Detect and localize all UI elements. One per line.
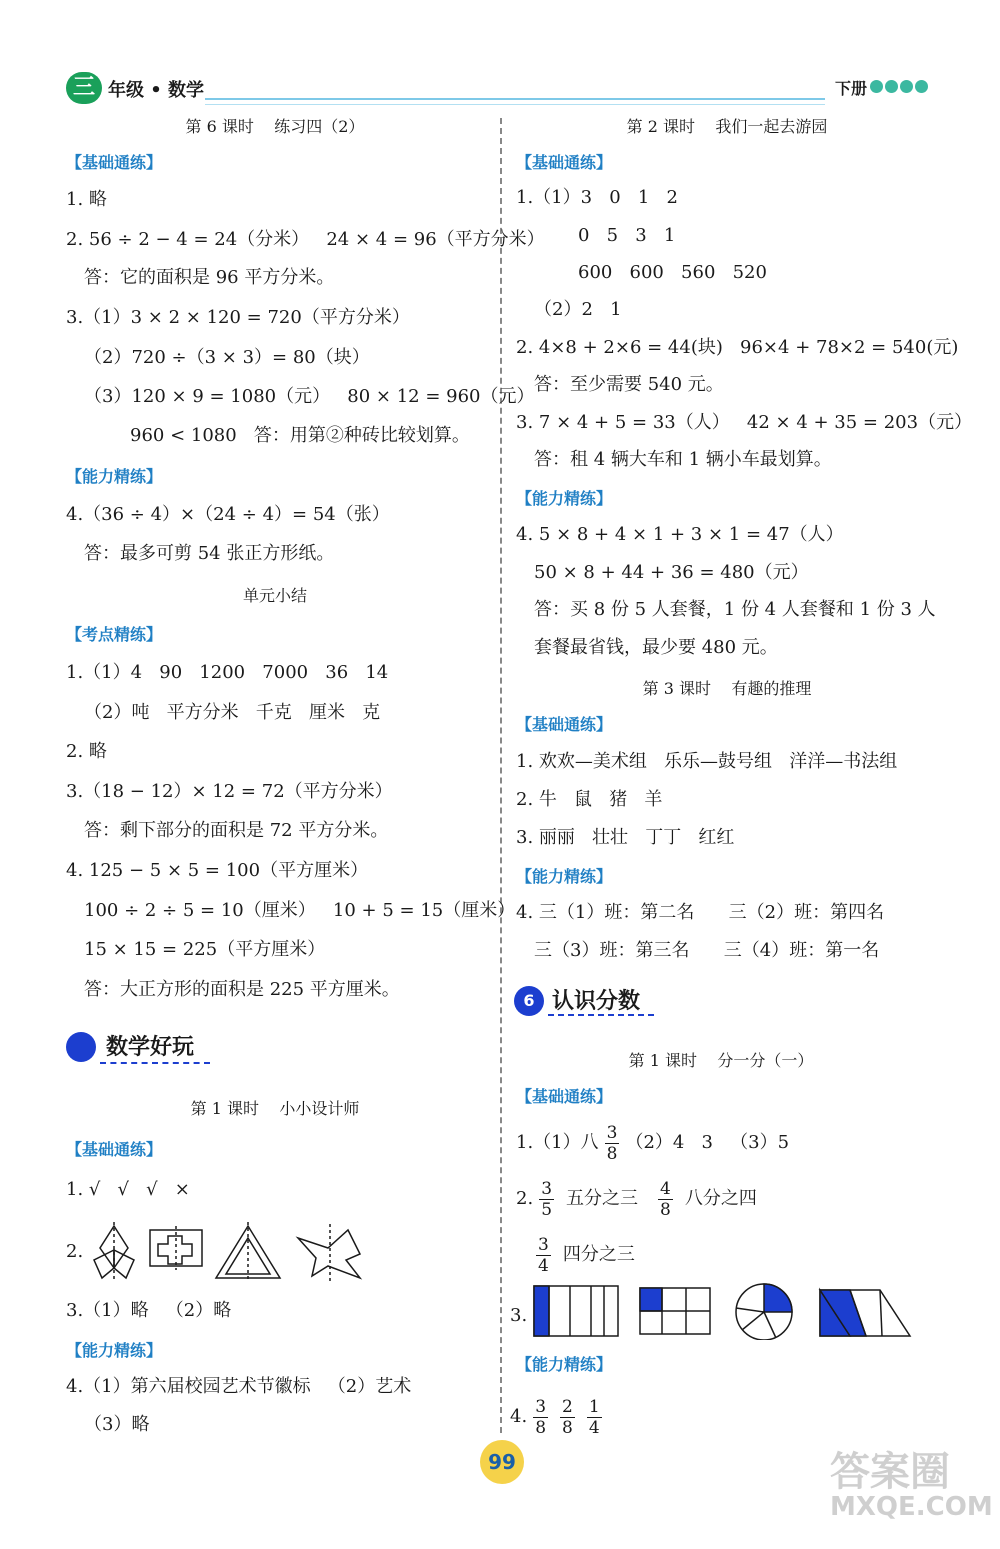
figure-triangle [216,1222,280,1282]
fraction-numerator: 3 [541,1178,553,1199]
answer-line: 4. 5 × 8 + 4 × 1 + 3 × 1 = 47（人） [516,524,844,545]
watermark-logo: 答案圈 [830,1449,950,1495]
answer-text: 4. [510,1406,528,1427]
header-divider [205,98,825,100]
header-dots-icon [870,78,930,97]
section-label: 【基础通练】 [516,153,613,172]
answer-line [530,1232,635,1278]
lesson-title: 第 1 课时 分一分（一） [628,1051,814,1070]
answer-line: 答：剩下部分的面积是 72 平方分米。 [84,820,389,841]
section-label: 【基础通练】 [66,1140,163,1159]
answer-line: 4.（1）第六届校园艺术节徽标 （2）艺术 [66,1376,412,1397]
answer-text: （2）4 3 （3）5 [625,1132,790,1153]
answer-line: 三（3）班：第三名 三（4）班：第一名 [534,940,880,961]
symmetry-figures [84,1220,384,1284]
answer-line: 2. 略 [66,741,107,762]
answer-line: 2. [66,1241,84,1262]
answer-text: 八分之四 [684,1188,757,1209]
answer-text: 1.（1）八 [516,1132,599,1153]
fraction-numerator: 2 [562,1396,573,1417]
answer-line: 1. 略 [66,189,107,210]
section-label: 【基础通练】 [516,1087,613,1106]
lesson-title: 单元小结 [242,586,307,605]
answer-line: （2）720 ÷（3 × 3）= 80（块） [84,347,370,368]
answer-line [516,1176,757,1222]
volume-label: 下册 [835,79,868,98]
answer-line: （3）略 [84,1414,150,1435]
fraction-shapes [530,1282,920,1340]
answer-line: 答：租 4 辆大车和 1 辆小车最划算。 [534,449,832,470]
fraction [536,1235,551,1276]
fraction [560,1397,575,1438]
answer-line: 答：至少需要 540 元。 [534,374,724,395]
lesson-title: 第 1 课时 小小设计师 [190,1099,360,1118]
answer-text: 四分之三 [562,1244,635,1265]
shape-strip [534,1286,618,1336]
fraction [587,1397,602,1438]
unit-title: 数学好玩 [106,1035,195,1060]
answer-line: 15 × 15 = 225（平方厘米） [84,939,326,960]
lesson-title: 第 6 课时 练习四（2） [185,117,365,136]
lesson-title: 第 2 课时 我们一起去游园 [626,117,828,136]
unit-underline [100,1062,210,1064]
unit-underline [548,1014,654,1016]
header-title: 年级 • 数学 [108,80,205,101]
section-label: 【能力精练】 [516,489,613,508]
fraction-denominator: 4 [588,1417,600,1438]
answer-line: 答：买 8 份 5 人套餐，1 份 4 人套餐和 1 份 3 人 [534,599,936,620]
page-number: 99 [480,1440,524,1484]
answer-line: 1. 欢欢—美术组 乐乐—鼓号组 洋洋—书法组 [516,751,898,772]
answer-line: 3.（18 − 12）× 12 = 72（平方分米） [66,781,393,802]
fraction-denominator: 8 [562,1417,573,1438]
shape-grid [640,1288,710,1334]
grade-badge: 三 [66,72,102,104]
header-divider-thin [205,104,825,105]
shape-circle [736,1284,792,1340]
fraction-denominator: 8 [660,1199,671,1220]
fraction-numerator: 4 [660,1178,671,1199]
fraction-numerator: 3 [606,1122,618,1143]
fraction-denominator: 8 [535,1417,547,1438]
answer-text: 2. [516,1188,534,1209]
unit-marker-icon [66,1032,96,1062]
unit-number-badge: 6 [514,986,544,1016]
answer-line: 1.（1）4 90 1200 7000 36 14 [66,662,389,683]
section-label: 【能力精练】 [516,867,613,886]
answer-line: 套餐最省钱，最少要 480 元。 [534,637,778,658]
figure-star [298,1224,360,1282]
answer-line: 4. 125 − 5 × 5 = 100（平方厘米） [66,860,369,881]
answer-line [510,1394,608,1440]
answer-line: 2. 4×8 + 2×6 = 44(块) 96×4 + 78×2 = 540(元) [516,337,959,358]
watermark-url: MXQE.COM [830,1492,993,1522]
answer-line: 1. √ √ √ × [66,1179,190,1200]
fraction [605,1123,620,1164]
fraction [539,1179,554,1220]
answer-line: 100 ÷ 2 ÷ 5 = 10（厘米） 10 + 5 = 15（厘米） [84,900,516,921]
answer-line: 答：最多可剪 54 张正方形纸。 [84,543,335,564]
answer-line: 3. [510,1305,528,1326]
answer-line: 3.（1）略 （2）略 [66,1300,232,1321]
figure-cross [150,1226,202,1270]
answer-line: 答：大正方形的面积是 225 平方厘米。 [84,979,400,1000]
fraction-numerator: 3 [535,1396,547,1417]
answer-line: 3. 7 × 4 + 5 = 33（人） 42 × 4 + 35 = 203（元） [516,412,973,433]
section-label: 【基础通练】 [516,715,613,734]
section-label: 【基础通练】 [66,153,163,172]
section-label: 【能力精练】 [66,1341,163,1360]
shape-trapezoid [820,1290,910,1336]
answer-line: 4.（36 ÷ 4）×（24 ÷ 4）= 54（张） [66,504,390,525]
section-label: 【能力精练】 [516,1355,613,1374]
answer-line: 2. 牛 鼠 猪 羊 [516,789,663,810]
fraction [533,1397,548,1438]
fraction-denominator: 5 [541,1199,553,1220]
fraction [658,1179,673,1220]
answer-line [516,1120,789,1166]
column-divider [500,118,502,1433]
answer-line: 0 5 3 1 [578,225,676,246]
answer-line: 600 600 560 520 [578,262,767,283]
answer-line: 4. 三（1）班：第二名 三（2）班：第四名 [516,902,885,923]
lesson-title: 第 3 课时 有趣的推理 [642,679,812,698]
answer-line: 3. 丽丽 壮壮 丁丁 红红 [516,827,735,848]
figure-kite [94,1222,134,1282]
answer-line: 1.（1）3 0 1 2 [516,187,678,208]
section-label: 【考点精练】 [66,625,163,644]
fraction-denominator: 4 [538,1255,549,1276]
fraction-numerator: 1 [588,1396,600,1417]
answer-line: 50 × 8 + 44 + 36 = 480（元） [534,562,809,583]
answer-line: 答：它的面积是 96 平方分米。 [84,267,335,288]
answer-line: 960 < 1080 答：用第②种砖比较划算。 [130,425,470,446]
unit-title: 认识分数 [552,989,641,1014]
answer-line: 3.（1）3 × 2 × 120 = 720（平方分米） [66,307,410,328]
answer-line: 2. 56 ÷ 2 − 4 = 24（分米） 24 × 4 = 96（平方分米） [66,229,545,250]
answer-line: （3）120 × 9 = 1080（元） 80 × 12 = 960（元） [84,386,535,407]
section-label: 【能力精练】 [66,467,163,486]
fraction-denominator: 8 [606,1143,618,1164]
answer-text: 五分之三 [566,1188,639,1209]
fraction-numerator: 3 [538,1234,549,1255]
answer-line: （2）吨 平方分米 千克 厘米 克 [84,702,381,723]
answer-line: （2）2 1 [534,299,622,320]
